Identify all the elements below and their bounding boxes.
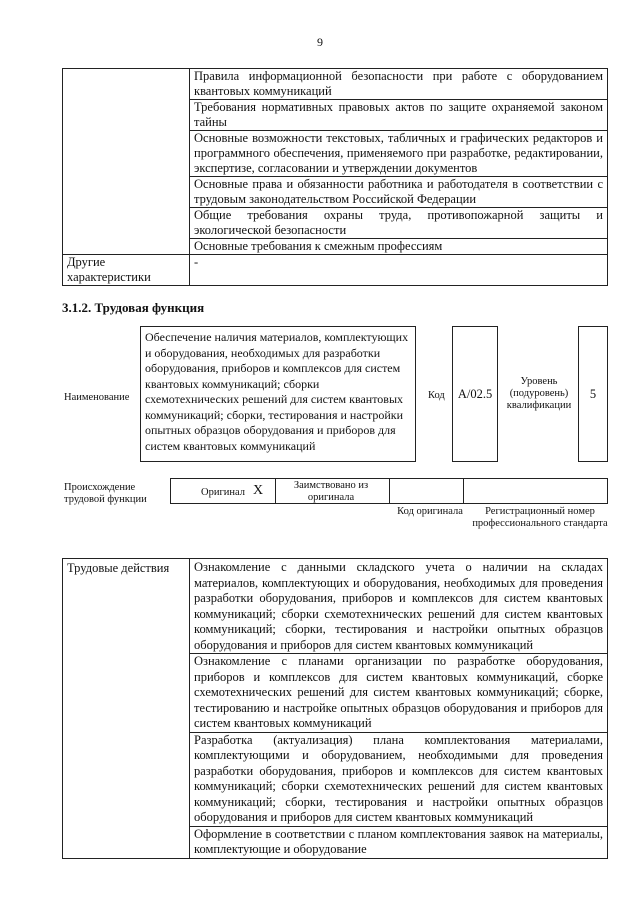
actions-table: [62, 558, 608, 859]
knowledge-item: Правила информационной безопасности при работе с оборудованием квантовых коммуникаций: [190, 69, 608, 100]
code-label: Код: [428, 390, 445, 401]
name-label: Наименование: [64, 392, 130, 403]
page-number: 9: [317, 35, 323, 49]
actions-label: Трудовые действия: [63, 559, 190, 859]
origin-box: [170, 478, 608, 504]
code-original-caption: Код оригинала: [397, 506, 463, 517]
knowledge-item: Основные возможности текстовых, табличных и графических редакторов и программного обеспечения, применяемого при разработке, редактировании, экспертизе, согласовании и утверждении документов: [190, 131, 608, 177]
action-item: Ознакомление с данными складского учета о наличии на складах материалов, комплектующих и оборудования, необходимых для проведения разработки оборудования, приборов и комплексов для систем квантовых коммуникаций; сборки схемотехнических решений для систем квантовых коммуникаций; сборки, тестирования и настройки опытных образцов оборудования и приборов для систем квантовых коммуникаций: [190, 559, 608, 654]
function-name-box: Обеспечение наличия материалов, комплектующих и оборудования, необходимых для разработки оборудования, приборов и комплексов для систем квантовых коммуникаций; сборки схемотехнических решений для систем квантовых коммуникаций; сборки, тестирования и настройки опытных образцов оборудования и приборов для систем квантовых коммуникаций: [140, 326, 416, 462]
section-heading: 3.1.2. Трудовая функция: [62, 300, 205, 315]
divider: [389, 478, 390, 504]
code-value: A/02.5: [457, 386, 493, 401]
knowledge-item: Общие требования охраны труда, противопожарной защиты и экологической безопасности: [190, 208, 608, 239]
knowledge-table: [62, 68, 608, 286]
other-characteristics-label: Другие характеристики: [63, 255, 190, 286]
action-item: Разработка (актуализация) плана комплектования материалами, комплектующими и оборудованием, необходимыми для проведения разработки оборудования, приборов и комплексов для систем квантовых коммуникаций; сборки схемотехнических решений для систем квантовых коммуникаций; сборки, тестирования и настройки опытных образцов оборудования и приборов для систем квантовых коммуникаций: [190, 732, 608, 826]
knowledge-item: Требования нормативных правовых актов по защите охраняемой законом тайны: [190, 100, 608, 131]
original-label: Оригинал: [201, 487, 245, 498]
reg-number-caption: Регистрационный номер профессионального стандарта: [472, 506, 608, 529]
level-label: Уровень (подуровень) квалификации: [506, 376, 572, 411]
divider: [275, 478, 276, 504]
knowledge-label-cell: [63, 69, 190, 255]
action-item: Оформление в соответствии с планом комплектования заявок на материалы, комплектующие и оборудование: [190, 826, 608, 858]
divider: [463, 478, 464, 504]
origin-label: Происхождение трудовой функции: [64, 482, 147, 505]
level-value-box: [578, 326, 608, 462]
borrowed-label: Заимствовано из оригинала: [293, 480, 369, 503]
knowledge-item: Основные требования к смежным профессиям: [190, 239, 608, 255]
code-value-box: [452, 326, 498, 462]
level-value: 5: [589, 386, 597, 401]
other-characteristics-value: -: [190, 255, 608, 286]
original-mark: X: [253, 483, 264, 498]
action-item: Ознакомление с планами организации по разработке оборудования, приборов и комплексов для систем квантовых коммуникаций, сборке схемотехнических решений для систем квантовых коммуникаций; сборке, тестированию и настройке опытных образцов оборудования и приборов для систем квантовых коммуникаций: [190, 654, 608, 733]
knowledge-item: Основные права и обязанности работника и работодателя в соответствии с трудовым законодательством Российской Федерации: [190, 177, 608, 208]
